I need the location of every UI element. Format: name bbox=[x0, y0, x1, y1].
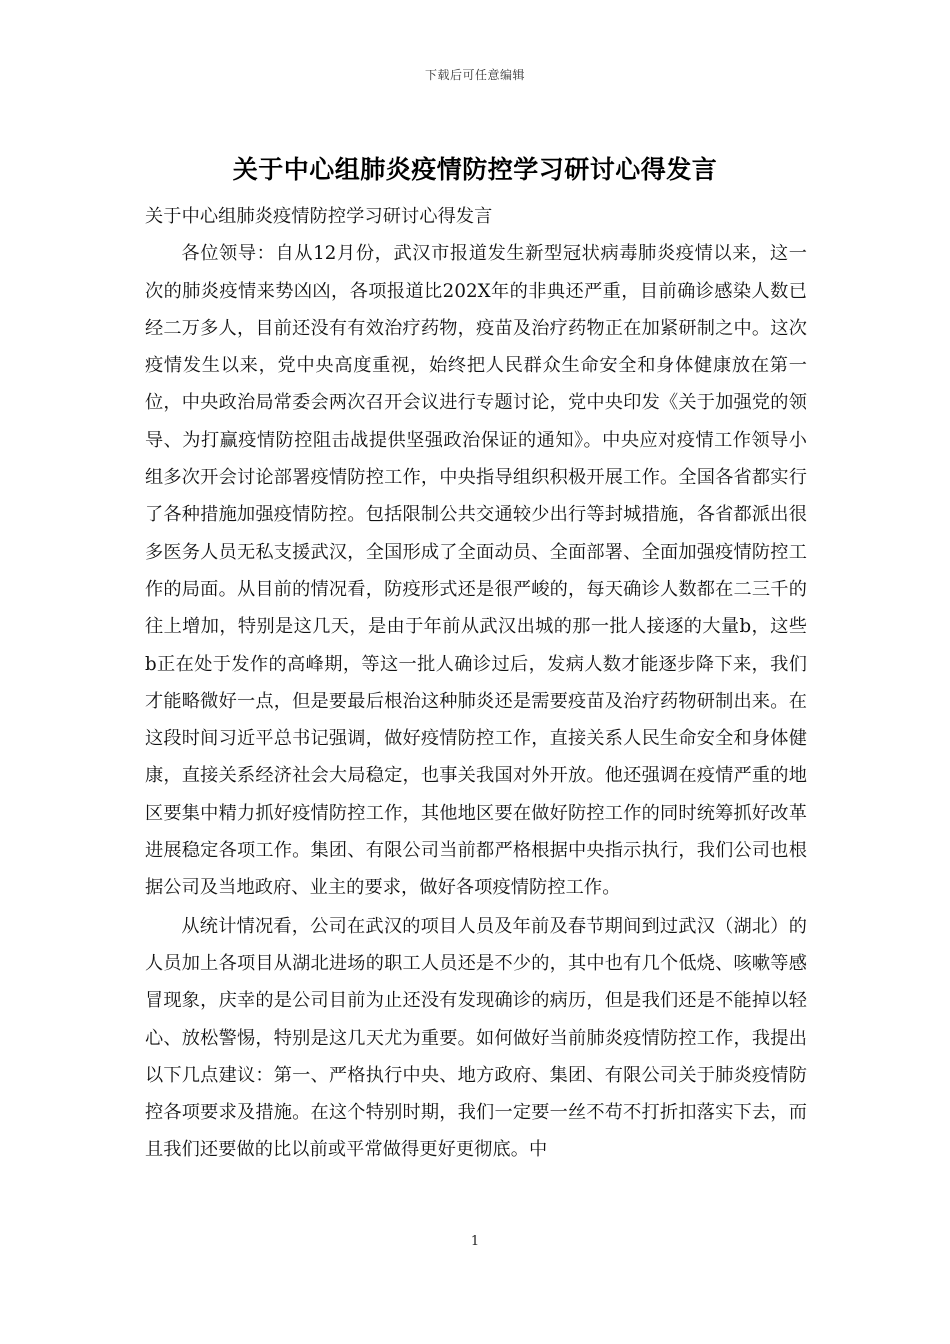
header-note: 下载后可任意编辑 bbox=[424, 68, 525, 82]
document-subtitle: 关于中心组肺炎疫情防控学习研讨心得发言 bbox=[145, 206, 493, 227]
page-number: 1 bbox=[470, 1234, 480, 1249]
paragraph-1: 各位领导：自从12月份，武汉市报道发生新型冠状病毒肺炎疫情以来，这一次的肺炎疫情来势凶凶，各项报道比202X年的非典还严重，目前确诊感染人数已经二万多人，目前还没有有效治疗药物，疫苗及治疗药物正在加紧研制之中。这次疫情发生以来，党中央高度重视，始终把人民群众生命安全和身体健康放在第一位，中央政治局常委会两次召开会议进行专题讨论，党中央印发《关于加强党的领导、为打赢疫情防控阻击战提供坚强政治保证的通知》。中央应对疫情工作领导小组多次开会讨论部署疫情防控工作，中央指导组织积极开展工作。全国各省都实行了各种措施加强疫情防控。包括限制公共交通较少出行等封城措施，各省都派出很多医务人员无私支援武汉，全国形成了全面动员、全面部署、全面加强疫情防控工作的局面。从目前的情况看，防疫形式还是很严峻的，每天确诊人数都在二三千的往上增加，特别是这几天，是由于年前从武汉出城的那一批人接逐的大量b，这些b正在处于发作的高峰期，等这一批人确诊过后，发病人数才能逐步降下来，我们才能略微好一点，但是要最后根治这种肺炎还是需要疫苗及治疗药物研制出来。在这段时间习近平总书记强调，做好疫情防控工作，直接关系人民生命安全和身体健康，直接关系经济社会大局稳定，也事关我国对外开放。他还强调在疫情严重的地区要集中精力抓好疫情防控工作，其他地区要在做好防控工作的同时统筹抓好改革进展稳定各项工作。集团、有限公司当前都严格根据中央指示执行，我们公司也根据公司及当地政府、业主的要求，做好各项疫情防控工作。 bbox=[145, 243, 807, 899]
paragraph-2: 从统计情况看，公司在武汉的项目人员及年前及春节期间到过武汉（湖北）的人员加上各项目从湖北进场的职工人员还是不少的，其中也有几个低烧、咳嗽等感冒现象，庆幸的是公司目前为止还没有发现确诊的病历，但是我们还是不能掉以轻心、放松警惕，特别是这几天尤为重要。如何做好当前肺炎疫情防控工作，我提出以下几点建议：第一、严格执行中央、地方政府、集团、有限公司关于肺炎疫情防控各项要求及措施。在这个特别时期，我们一定要一丝不苟不打折扣落实下去，而且我们还要做的比以前或平常做得更好更彻底。中 bbox=[145, 915, 807, 1161]
document-body bbox=[145, 198, 807, 1169]
document-title: 关于中心组肺炎疫情防控学习研讨心得发言 bbox=[232, 155, 718, 184]
